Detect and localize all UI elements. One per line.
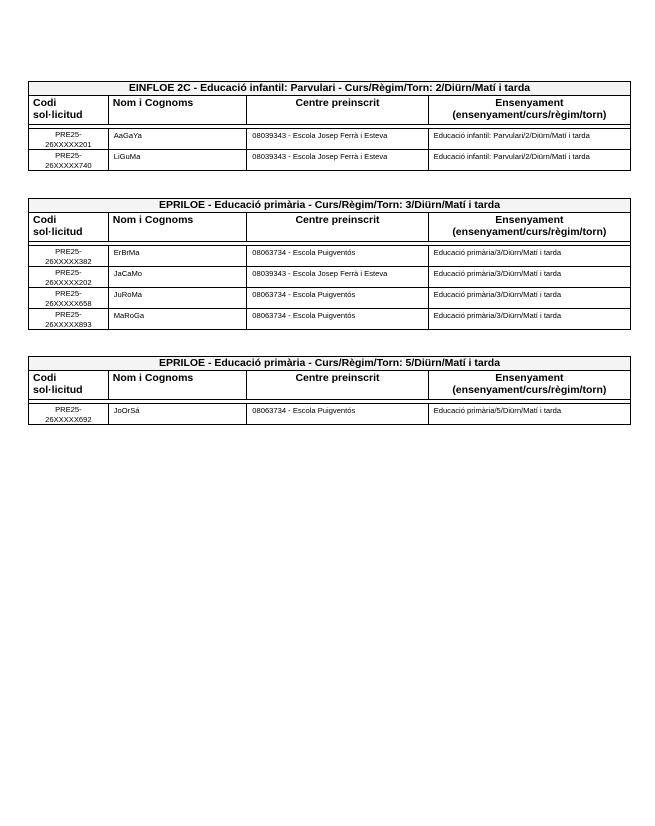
header-centre: Centre preinscrit [246, 371, 427, 399]
group-table-epriloe-5 [28, 356, 631, 425]
cell-ensenyament: Educació infantil: Parvulari/2/Diürn/Matí i tarda [428, 150, 630, 170]
table-row [29, 266, 630, 287]
cell-nom: JaCaMo [108, 267, 247, 287]
group-title: EPRILOE - Educació primària - Curs/Règim/Torn: 5/Diürn/Matí i tarda [29, 357, 630, 371]
cell-codi: PRE25- 26XXXXX740 [45, 151, 92, 170]
cell-centre: 08039343 - Escola Josep Ferrà i Esteva [246, 267, 427, 287]
header-codi: Codi sol·licitud [33, 372, 83, 396]
group-title: EPRILOE - Educació primària - Curs/Règim/Torn: 3/Diürn/Matí i tarda [29, 199, 630, 213]
header-ensenyament: Ensenyament (ensenyament/curs/règim/torn) [428, 213, 630, 241]
cell-ensenyament: Educació primària/5/Diürn/Matí i tarda [428, 404, 630, 424]
cell-codi: PRE25- 26XXXXX201 [45, 130, 92, 149]
cell-nom: ErBrMa [108, 246, 247, 266]
header-ensenyament: Ensenyament (ensenyament/curs/règim/torn) [428, 96, 630, 124]
cell-codi: PRE25- 26XXXXX382 [45, 247, 92, 266]
table-row [29, 246, 630, 266]
header-ensenyament: Ensenyament (ensenyament/curs/règim/torn) [428, 371, 630, 399]
cell-centre: 08039343 - Escola Josep Ferrà i Esteva [246, 129, 427, 149]
group-title: EINFLOE 2C - Educació infantil: Parvulari - Curs/Règim/Torn: 2/Diürn/Matí i tarda [29, 82, 630, 96]
cell-nom: MaRoGa [108, 309, 247, 329]
header-nom: Nom i Cognoms [108, 213, 247, 241]
cell-nom: JoOrSá [108, 404, 247, 424]
cell-ensenyament: Educació primària/3/Diürn/Matí i tarda [428, 309, 630, 329]
header-nom: Nom i Cognoms [108, 371, 247, 399]
header-centre: Centre preinscrit [246, 96, 427, 124]
cell-centre: 08063734 - Escola Puigventós [246, 246, 427, 266]
table-header [29, 96, 630, 125]
cell-codi: PRE25- 26XXXXX692 [45, 405, 92, 424]
group-table-einfloe-2c [28, 81, 631, 171]
cell-centre: 08063734 - Escola Puigventós [246, 288, 427, 308]
header-codi: Codi sol·licitud [33, 97, 83, 121]
group-table-epriloe-3 [28, 198, 631, 330]
cell-nom: AaGaYa [108, 129, 247, 149]
table-row [29, 308, 630, 329]
cell-codi: PRE25- 26XXXXX893 [45, 310, 92, 329]
cell-centre: 08039343 - Escola Josep Ferrà i Esteva [246, 150, 427, 170]
header-codi: Codi sol·licitud [33, 214, 83, 238]
cell-ensenyament: Educació infantil: Parvulari/2/Diürn/Matí i tarda [428, 129, 630, 149]
table-header [29, 371, 630, 400]
header-centre: Centre preinscrit [246, 213, 427, 241]
table-row [29, 287, 630, 308]
cell-nom: JuRoMa [108, 288, 247, 308]
cell-ensenyament: Educació primària/3/Diürn/Matí i tarda [428, 267, 630, 287]
cell-centre: 08063734 - Escola Puigventós [246, 404, 427, 424]
cell-ensenyament: Educació primària/3/Diürn/Matí i tarda [428, 288, 630, 308]
cell-nom: LiGuMa [108, 150, 247, 170]
header-nom: Nom i Cognoms [108, 96, 247, 124]
table-header [29, 213, 630, 242]
cell-codi: PRE25- 26XXXXX202 [45, 268, 92, 287]
cell-ensenyament: Educació primària/3/Diürn/Matí i tarda [428, 246, 630, 266]
table-row [29, 149, 630, 170]
table-row [29, 404, 630, 424]
cell-codi: PRE25- 26XXXXX658 [45, 289, 92, 308]
cell-centre: 08063734 - Escola Puigventós [246, 309, 427, 329]
table-row [29, 129, 630, 149]
